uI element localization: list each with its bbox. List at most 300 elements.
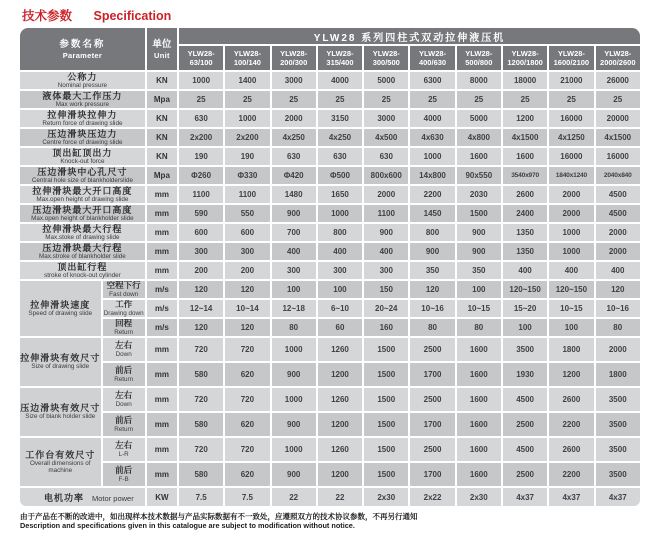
spec-row <box>20 438 640 461</box>
value-cell: 720 <box>225 338 269 361</box>
parameter-label-cn: 拉伸滑块拉伸力 <box>47 110 118 120</box>
unit-cell: mm <box>147 243 177 260</box>
sub-label-en: Down <box>115 350 132 358</box>
parameter-cell <box>20 129 145 146</box>
footer-note-en: Description and specifications given in this catalogue are subject to modification without notice. <box>20 521 355 530</box>
value-cell: 4x37 <box>503 488 547 506</box>
unit-cell: KN <box>147 129 177 146</box>
value-cell: 3500 <box>596 463 640 486</box>
value-cell: 2x22 <box>410 488 454 506</box>
sub-parameter-cell <box>103 413 145 436</box>
value-cell: Φ500 <box>318 167 362 184</box>
sub-label-en: Return <box>114 425 134 433</box>
value-cell: 190 <box>179 148 223 165</box>
value-cell: 1000 <box>549 243 593 260</box>
sub-label-cn: 前后 <box>115 415 133 426</box>
value-cell: 120 <box>179 319 223 336</box>
unit-cell: mm <box>147 463 177 486</box>
value-cell: 80 <box>272 319 316 336</box>
value-cell: 300 <box>272 262 316 279</box>
spec-row <box>20 243 640 260</box>
value-cell: 1000 <box>410 148 454 165</box>
model-header <box>410 46 454 70</box>
model-header <box>503 46 547 70</box>
value-cell: 16000 <box>549 148 593 165</box>
value-cell: 1000 <box>179 72 223 89</box>
value-cell: 4000 <box>318 72 362 89</box>
page-title-en: Specification <box>93 9 172 23</box>
value-cell: Φ260 <box>179 167 223 184</box>
model-name: YLW28- <box>280 48 308 58</box>
parameter-group-label-en: Size of drawing slide <box>31 363 90 371</box>
model-size: 63/100 <box>189 58 213 67</box>
unit-cell: mm <box>147 438 177 461</box>
value-cell: 80 <box>596 319 640 336</box>
value-cell: 2000 <box>596 338 640 361</box>
spec-row <box>20 167 640 184</box>
value-cell: 3500 <box>503 338 547 361</box>
parameter-group-label-cn: 拉伸滑块有效尺寸 <box>20 353 101 364</box>
value-cell: 12~18 <box>272 300 316 317</box>
model-name: YLW28- <box>418 48 447 58</box>
unit-header-cn: 单位 <box>152 38 172 50</box>
footer-note-cn: 由于产品在不断的改进中，如出现样本技术数据与产品实际数据有不一致处，应遵照双方的技术协议参数，不再另行通知 <box>20 512 418 521</box>
value-cell: 2x200 <box>179 129 223 146</box>
value-cell: 400 <box>364 243 408 260</box>
unit-cell: Mpa <box>147 167 177 184</box>
value-cell: 580 <box>179 413 223 436</box>
value-cell: 4x500 <box>364 129 408 146</box>
value-cell: 150 <box>364 281 408 298</box>
model-header <box>318 46 362 70</box>
sub-parameter-cell <box>103 300 145 317</box>
parameter-group-label-cn: 工作台有效尺寸 <box>25 449 96 460</box>
value-cell: 25 <box>364 91 408 108</box>
value-cell: 2400 <box>503 205 547 222</box>
spec-row <box>20 110 640 127</box>
value-cell: Φ420 <box>272 167 316 184</box>
value-cell: 1600 <box>457 338 501 361</box>
value-cell: 2200 <box>549 463 593 486</box>
unit-header-en: Unit <box>154 50 170 60</box>
unit-header <box>147 28 177 70</box>
model-name: YLW28- <box>604 48 632 58</box>
value-cell: 400 <box>318 243 362 260</box>
spec-row <box>20 338 640 361</box>
value-cell: 4x1250 <box>549 129 593 146</box>
value-cell: 4500 <box>596 205 640 222</box>
parameter-cell <box>20 167 145 184</box>
parameter-header-en: Parameter <box>62 50 103 60</box>
value-cell: 1200 <box>503 110 547 127</box>
value-cell: 400 <box>596 262 640 279</box>
value-cell: 800 <box>410 224 454 241</box>
parameter-cell <box>20 262 145 279</box>
value-cell: 160 <box>364 319 408 336</box>
model-size: 315/400 <box>326 58 354 67</box>
value-cell: 10~15 <box>549 300 593 317</box>
value-cell: 580 <box>179 463 223 486</box>
value-cell: 2000 <box>549 186 593 203</box>
value-cell: 4x1500 <box>503 129 547 146</box>
unit-cell: mm <box>147 205 177 222</box>
value-cell: 1500 <box>457 205 501 222</box>
value-cell: 1500 <box>364 363 408 386</box>
value-cell: 100 <box>457 281 501 298</box>
value-cell: 4x800 <box>457 129 501 146</box>
parameter-label-cn: 压边滑块最大开口高度 <box>32 205 133 215</box>
value-cell: 2x30 <box>364 488 408 506</box>
parameter-group-label-cn: 压边滑块有效尺寸 <box>20 403 101 414</box>
value-cell: 590 <box>179 205 223 222</box>
value-cell: 200 <box>225 262 269 279</box>
value-cell: 350 <box>457 262 501 279</box>
value-cell: 3000 <box>364 110 408 127</box>
parameter-group-cell <box>20 438 101 486</box>
value-cell: 15~20 <box>503 300 547 317</box>
unit-cell: mm <box>147 363 177 386</box>
parameter-cell <box>20 72 145 89</box>
value-cell: 25 <box>549 91 593 108</box>
value-cell: 2000 <box>596 224 640 241</box>
sub-label-en: L-R <box>118 450 129 458</box>
value-cell: 1800 <box>549 338 593 361</box>
value-cell: 1600 <box>457 438 501 461</box>
spec-row <box>20 224 640 241</box>
sub-parameter-cell <box>103 388 145 411</box>
value-cell: 1600 <box>457 388 501 411</box>
value-cell: 1600 <box>457 413 501 436</box>
value-cell: 3500 <box>596 438 640 461</box>
value-cell: 18000 <box>503 72 547 89</box>
value-cell: 4000 <box>410 110 454 127</box>
value-cell: 6~10 <box>318 300 362 317</box>
value-cell: 26000 <box>596 72 640 89</box>
value-cell: 2000 <box>549 205 593 222</box>
value-cell: 1480 <box>272 186 316 203</box>
model-header <box>272 46 316 70</box>
model-name: YLW28- <box>326 48 354 58</box>
value-cell: 10~15 <box>457 300 501 317</box>
value-cell: 2500 <box>410 338 454 361</box>
value-cell: 100 <box>318 281 362 298</box>
value-cell: 300 <box>318 262 362 279</box>
value-cell: 2200 <box>549 413 593 436</box>
value-cell: 900 <box>457 243 501 260</box>
value-cell: 1350 <box>503 224 547 241</box>
value-cell: 25 <box>179 91 223 108</box>
value-cell: 720 <box>225 388 269 411</box>
value-cell: 1200 <box>549 363 593 386</box>
spec-row <box>20 388 640 411</box>
value-cell: 900 <box>272 205 316 222</box>
sub-parameter-cell <box>103 363 145 386</box>
value-cell: 1260 <box>318 338 362 361</box>
unit-cell: mm <box>147 224 177 241</box>
parameter-group-label-en: Size of blank holder slide <box>25 413 96 421</box>
value-cell: 2500 <box>503 463 547 486</box>
value-cell: 620 <box>225 363 269 386</box>
parameter-group-cell <box>20 338 101 386</box>
value-cell: 120 <box>225 281 269 298</box>
parameter-label-cn: 压边滑块中心孔尺寸 <box>37 167 128 177</box>
value-cell: 25 <box>596 91 640 108</box>
value-cell: 4x630 <box>410 129 454 146</box>
value-cell: 4500 <box>503 388 547 411</box>
parameter-label-cn: 顶出缸行程 <box>57 262 108 272</box>
parameter-cell <box>20 205 145 222</box>
value-cell: 3500 <box>596 413 640 436</box>
value-cell: 720 <box>225 438 269 461</box>
parameter-group-cell <box>20 388 101 436</box>
parameter-cell <box>20 243 145 260</box>
value-cell: 4500 <box>596 186 640 203</box>
unit-cell: KW <box>147 488 177 506</box>
parameter-cell <box>20 91 145 108</box>
sub-label-en: Down <box>115 400 132 408</box>
unit-cell: mm <box>147 262 177 279</box>
value-cell: 1350 <box>503 243 547 260</box>
model-size: 1600/2100 <box>553 58 590 67</box>
model-size: 500/800 <box>465 58 493 67</box>
parameter-label-en: Max.stroke of blankholder slide <box>38 253 126 260</box>
value-cell: 1700 <box>410 363 454 386</box>
value-cell: 1650 <box>318 186 362 203</box>
value-cell: 1000 <box>272 338 316 361</box>
value-cell: 1000 <box>272 388 316 411</box>
value-cell: 600 <box>225 224 269 241</box>
value-cell: 20000 <box>596 110 640 127</box>
value-cell: 4x37 <box>549 488 593 506</box>
spec-row <box>20 262 640 279</box>
parameter-header-cn: 参数名称 <box>59 38 106 50</box>
parameter-label-en: Max.open height of drawing slide <box>36 196 129 203</box>
value-cell: 400 <box>272 243 316 260</box>
value-cell: 4x250 <box>318 129 362 146</box>
value-cell: 2x200 <box>225 129 269 146</box>
spec-table <box>18 26 642 508</box>
sub-parameter-cell <box>103 338 145 361</box>
sub-parameter-cell <box>103 438 145 461</box>
sub-label-cn: 前后 <box>115 365 133 376</box>
parameter-label-cn: 压边滑块最大行程 <box>42 243 123 253</box>
value-cell: 2000 <box>272 110 316 127</box>
value-cell: 2000 <box>596 243 640 260</box>
sub-label-cn: 左右 <box>115 440 133 451</box>
parameter-group-cell <box>20 281 101 336</box>
page-title <box>22 6 171 24</box>
model-header <box>364 46 408 70</box>
value-cell: 1700 <box>410 463 454 486</box>
sub-parameter-cell <box>103 463 145 486</box>
value-cell: 600 <box>179 224 223 241</box>
value-cell: 1000 <box>225 110 269 127</box>
unit-cell: mm <box>147 338 177 361</box>
unit-cell: m/s <box>147 281 177 298</box>
value-cell: 630 <box>272 148 316 165</box>
header-row-top <box>20 28 640 44</box>
model-name: YLW28- <box>511 48 539 58</box>
parameter-label-en: Central hole size of blankholderslide <box>31 177 133 184</box>
value-cell: 21000 <box>549 72 593 89</box>
parameter-label-en: Nominal pressure <box>57 82 108 89</box>
value-cell: 2600 <box>549 438 593 461</box>
value-cell: 550 <box>225 205 269 222</box>
value-cell: 25 <box>225 91 269 108</box>
value-cell: 4x37 <box>596 488 640 506</box>
parameter-group-label-en: Speed of drawing slide <box>28 309 93 317</box>
value-cell: 2600 <box>549 388 593 411</box>
value-cell: 20~24 <box>364 300 408 317</box>
value-cell: 1840x1240 <box>549 167 593 184</box>
sub-label-cn: 工作 <box>115 300 133 310</box>
value-cell: 16000 <box>596 148 640 165</box>
value-cell: 4500 <box>503 438 547 461</box>
parameter-label-cn: 拉伸滑块最大行程 <box>42 224 123 234</box>
model-name: YLW28- <box>465 48 493 58</box>
model-header <box>596 46 640 70</box>
sub-label-en: Return <box>114 328 134 336</box>
sub-label-cn: 左右 <box>115 340 133 351</box>
model-name: YLW28- <box>233 48 261 58</box>
value-cell: 2600 <box>503 186 547 203</box>
spec-row <box>20 72 640 89</box>
value-cell: 900 <box>272 463 316 486</box>
sub-parameter-cell <box>103 319 145 336</box>
parameter-group-label-cn: 拉伸滑块速度 <box>30 299 91 310</box>
sub-label-cn: 前后 <box>115 465 133 476</box>
parameter-label-en: Return force of drawing slide <box>42 120 123 127</box>
footer-note <box>20 512 418 530</box>
parameter-label-en: Max work pressure <box>55 101 109 108</box>
value-cell: 90x550 <box>457 167 501 184</box>
model-size: 2000/2600 <box>600 58 636 67</box>
value-cell: 10~16 <box>410 300 454 317</box>
value-cell: 1200 <box>318 363 362 386</box>
value-cell: 1100 <box>179 186 223 203</box>
value-cell: 1260 <box>318 438 362 461</box>
value-cell: 100 <box>272 281 316 298</box>
value-cell: 120~150 <box>503 281 547 298</box>
value-cell: 1500 <box>364 388 408 411</box>
value-cell: 800 <box>318 224 362 241</box>
model-name: YLW28- <box>187 48 215 58</box>
parameter-cell <box>20 148 145 165</box>
spec-table-body <box>20 72 640 506</box>
unit-cell: mm <box>147 413 177 436</box>
unit-cell: m/s <box>147 300 177 317</box>
value-cell: 1200 <box>318 413 362 436</box>
value-cell: 80 <box>457 319 501 336</box>
model-name: YLW28- <box>372 48 400 58</box>
spec-row <box>20 281 640 298</box>
value-cell: 1600 <box>457 463 501 486</box>
value-cell: 630 <box>318 148 362 165</box>
model-size: 300/500 <box>372 58 400 67</box>
model-header <box>179 46 223 70</box>
value-cell: 1400 <box>225 72 269 89</box>
parameter-group-label-en: Overall dimensions of machine <box>29 459 91 474</box>
value-cell: 300 <box>225 243 269 260</box>
value-cell: 2500 <box>503 413 547 436</box>
value-cell: 25 <box>503 91 547 108</box>
value-cell: 12~14 <box>179 300 223 317</box>
value-cell: 1600 <box>503 148 547 165</box>
value-cell: 22 <box>272 488 316 506</box>
parameter-label-en: stroke of knock-out cylinder <box>44 272 121 279</box>
unit-cell: mm <box>147 186 177 203</box>
spec-row <box>20 300 640 317</box>
value-cell: 4x250 <box>272 129 316 146</box>
value-cell: 900 <box>457 224 501 241</box>
value-cell: 1500 <box>364 438 408 461</box>
value-cell: 7.5 <box>179 488 223 506</box>
value-cell: 1200 <box>318 463 362 486</box>
value-cell: 630 <box>364 148 408 165</box>
value-cell: 100 <box>503 319 547 336</box>
value-cell: 120~150 <box>549 281 593 298</box>
value-cell: 1600 <box>457 363 501 386</box>
value-cell: 900 <box>410 243 454 260</box>
sub-label-en: Drawing down <box>103 309 144 317</box>
value-cell: 120 <box>179 281 223 298</box>
value-cell: 80 <box>410 319 454 336</box>
parameter-label-cn: 液体最大工作压力 <box>42 91 123 101</box>
value-cell: 300 <box>364 262 408 279</box>
value-cell: 2x30 <box>457 488 501 506</box>
parameter-cell <box>20 186 145 203</box>
value-cell: 1500 <box>364 338 408 361</box>
value-cell: 3540x970 <box>503 167 547 184</box>
spec-row <box>20 129 640 146</box>
model-size: 1200/1800 <box>507 58 543 67</box>
model-name: YLW28- <box>557 48 585 58</box>
value-cell: 2200 <box>410 186 454 203</box>
value-cell: 4x1500 <box>596 129 640 146</box>
spec-row <box>20 91 640 108</box>
value-cell: 1450 <box>410 205 454 222</box>
spec-row <box>20 319 640 336</box>
model-header <box>457 46 501 70</box>
value-cell: 3000 <box>272 72 316 89</box>
parameter-label-en: Motor power <box>92 494 134 503</box>
value-cell: 720 <box>179 388 223 411</box>
spec-row <box>20 488 640 506</box>
value-cell: 1500 <box>364 463 408 486</box>
value-cell: 8000 <box>457 72 501 89</box>
model-header <box>549 46 593 70</box>
parameter-label-cn: 公称力 <box>67 72 98 82</box>
value-cell: 1800 <box>596 363 640 386</box>
value-cell: 5000 <box>457 110 501 127</box>
value-cell: 1930 <box>503 363 547 386</box>
sub-label-cn: 空程下行 <box>106 281 141 291</box>
value-cell: 22 <box>318 488 362 506</box>
parameter-cell <box>20 110 145 127</box>
parameter-label-en: Knock-out force <box>60 158 105 165</box>
sub-label-cn: 左右 <box>115 390 133 401</box>
model-header <box>225 46 269 70</box>
model-size: 400/630 <box>418 58 447 67</box>
spec-row <box>20 148 640 165</box>
value-cell: 2500 <box>410 388 454 411</box>
value-cell: 190 <box>225 148 269 165</box>
spec-row <box>20 463 640 486</box>
value-cell: 630 <box>179 110 223 127</box>
unit-cell: KN <box>147 72 177 89</box>
value-cell: 6300 <box>410 72 454 89</box>
value-cell: 400 <box>503 262 547 279</box>
